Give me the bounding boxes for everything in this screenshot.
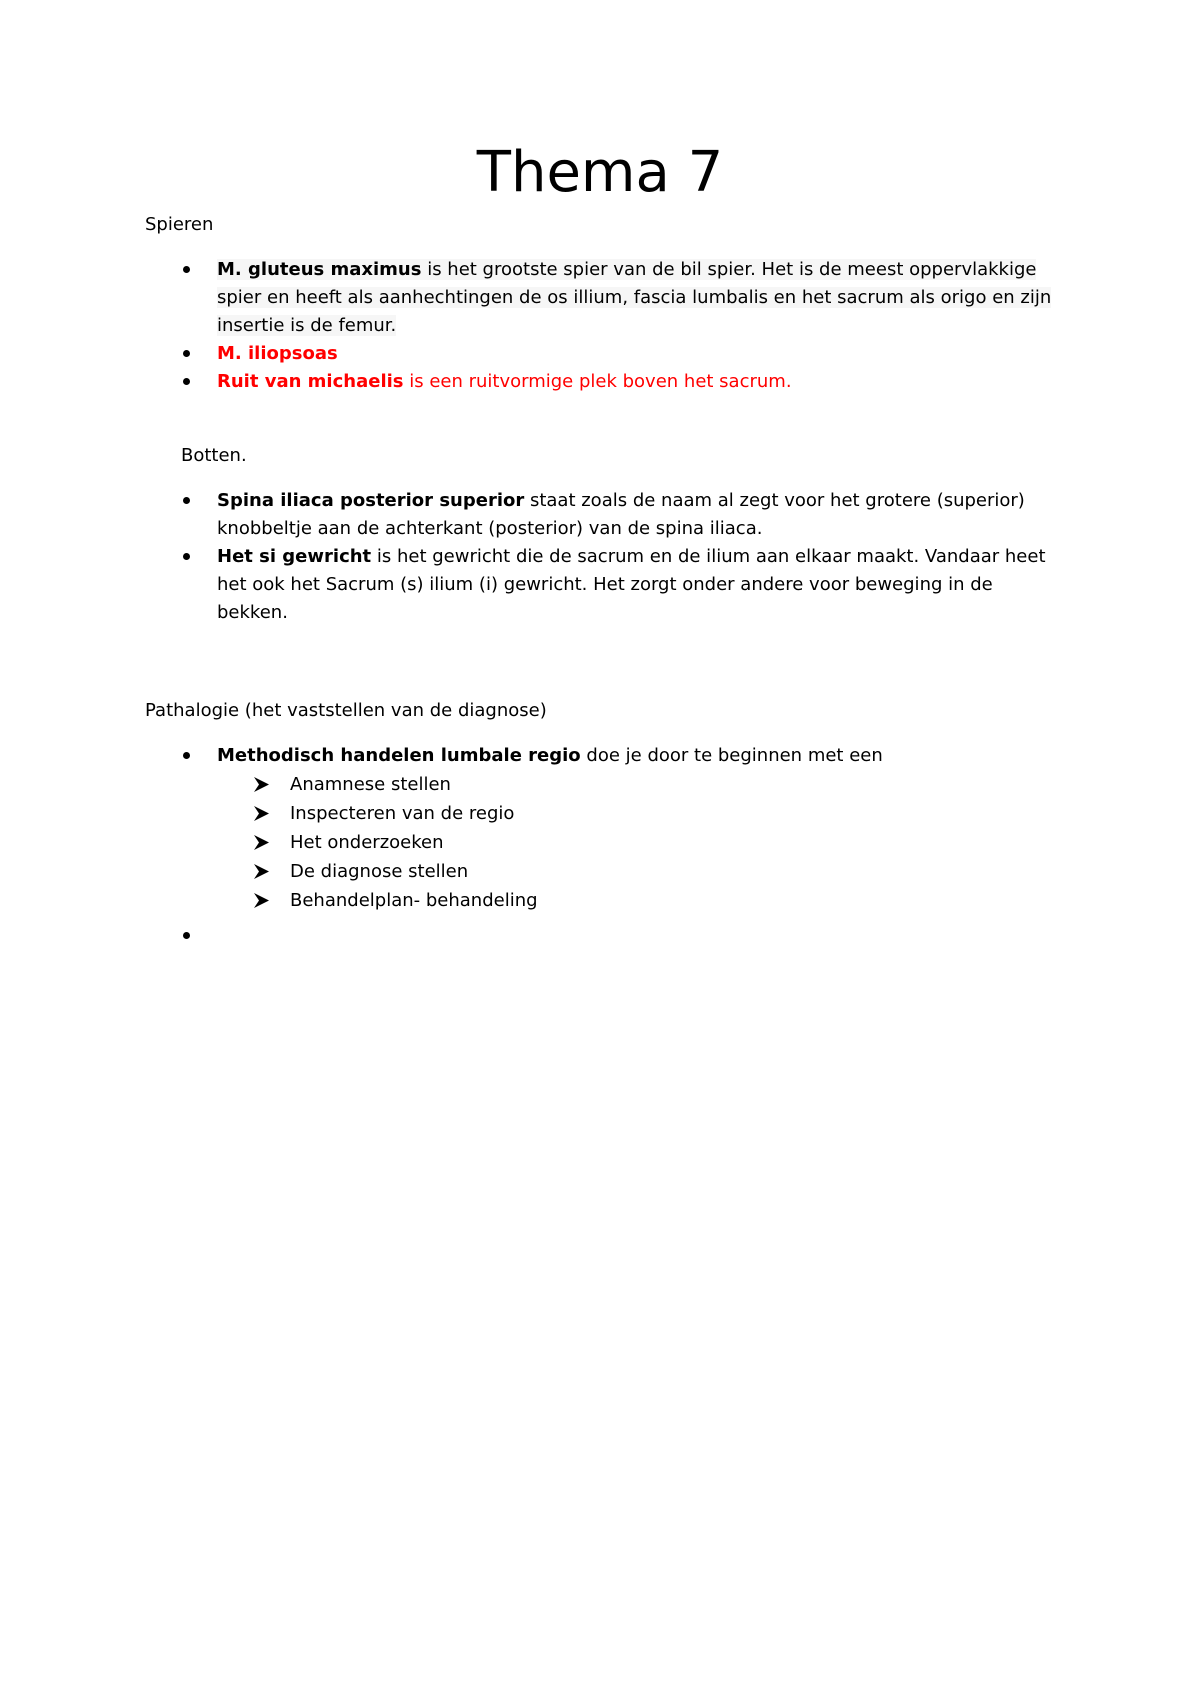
botten-list (0, 487, 1200, 627)
bullet-icon (183, 350, 190, 357)
list-item (0, 487, 1057, 543)
term-description: is een ruitvormige plek boven het sacrum. (403, 371, 792, 392)
sub-list-item (0, 828, 538, 857)
bullet-icon (183, 497, 190, 504)
arrowhead-bullet-icon (253, 835, 269, 850)
term-si-gewricht: Het si gewricht (217, 546, 372, 567)
list-item (0, 340, 1057, 368)
bullet-icon (183, 378, 190, 385)
bullet-icon (183, 752, 190, 759)
step-label: De diagnose stellen (290, 861, 469, 882)
steps-list (0, 770, 538, 915)
term-iliopsoas: M. iliopsoas (217, 343, 338, 364)
list-item (0, 742, 1057, 770)
term-methodisch-handelen: Methodisch handelen lumbale regio (217, 745, 581, 766)
step-label: Anamnese stellen (290, 774, 451, 795)
sub-list-item (0, 886, 538, 915)
step-label: Inspecteren van de regio (290, 803, 515, 824)
arrowhead-bullet-icon (253, 777, 269, 792)
empty-bullet-icon (183, 932, 190, 939)
arrowhead-bullet-icon (253, 893, 269, 908)
term-description: is het grootste spier van de bil spier. Het is de meest oppervlakkige spier en heeft als aanhechtingen de os illium, fascia lumbalis en het sacrum als origo en zijn insertie is de femur. (217, 259, 1052, 336)
section-heading-botten: Botten. (181, 445, 247, 466)
sub-list-item (0, 799, 538, 828)
document-title: Thema 7 (476, 140, 724, 205)
arrowhead-bullet-icon (253, 806, 269, 821)
list-item (0, 368, 1057, 396)
term-description: doe je door te beginnen met een (580, 745, 883, 766)
bullet-icon (183, 266, 190, 273)
term-description: staat zoals de naam al zegt voor het grotere (superior) knobbeltje aan de achterkant (posterior) van de spina iliaca. (217, 490, 1025, 539)
bullet-icon (183, 553, 190, 560)
section-heading-pathalogie: Pathalogie (het vaststellen van de diagnose) (145, 700, 547, 721)
list-item-body (217, 259, 1051, 336)
list-item (0, 256, 1057, 340)
term-description: is het gewricht die de sacrum en de ilium aan elkaar maakt. Vandaar heet het ook het Sacrum (s) ilium (i) gewricht. Het zorgt onder andere voor beweging in de bekken. (217, 546, 1046, 623)
section-heading-spieren: Spieren (145, 214, 214, 235)
arrowhead-bullet-icon (253, 864, 269, 879)
spieren-list (0, 256, 1200, 396)
sub-list-item (0, 770, 538, 799)
step-label: Het onderzoeken (290, 832, 444, 853)
term-spina-iliaca: Spina iliaca posterior superior (217, 490, 525, 511)
pathalogie-list (0, 742, 1200, 770)
step-label: Behandelplan- behandeling (290, 890, 538, 911)
list-item (0, 543, 1057, 627)
sub-list-item (0, 857, 538, 886)
term-gluteus-maximus: M. gluteus maximus (217, 259, 422, 280)
term-ruit-van-michaelis: Ruit van michaelis (217, 371, 404, 392)
